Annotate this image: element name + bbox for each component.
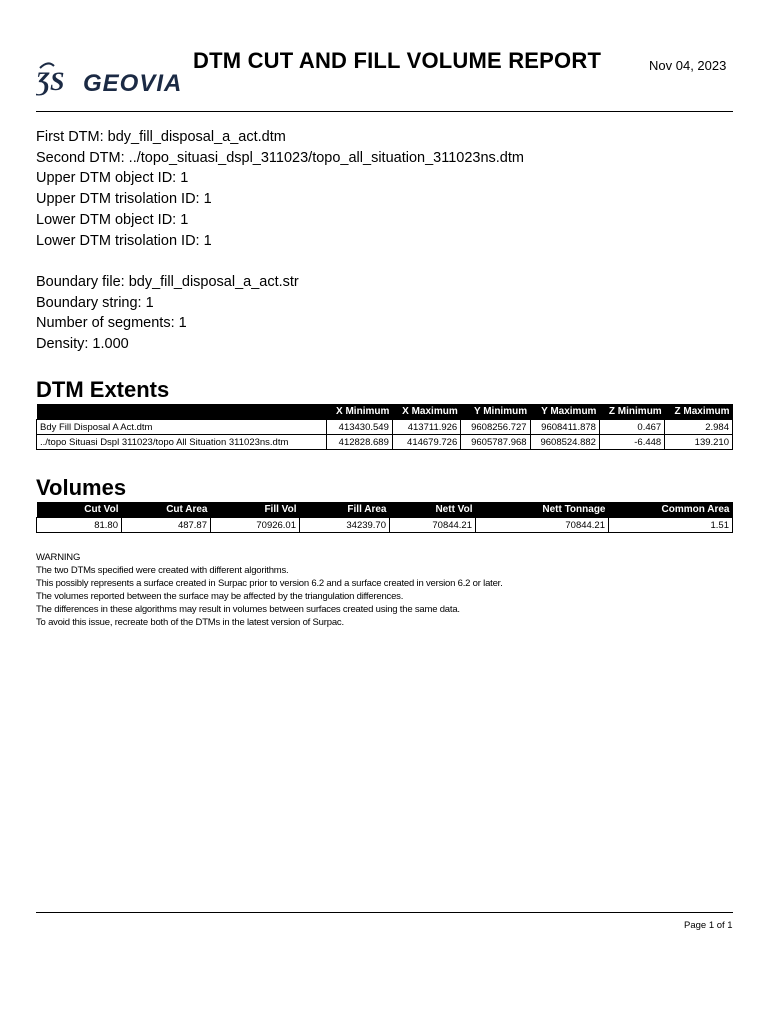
table-cell: 70844.21	[390, 518, 476, 533]
volumes-table	[36, 502, 733, 533]
table-header-row	[37, 502, 733, 518]
table-cell: Bdy Fill Disposal A Act.dtm	[37, 420, 327, 435]
column-header: Z Minimum	[599, 404, 664, 420]
column-header: Cut Vol	[37, 502, 122, 518]
footer-divider	[36, 912, 733, 913]
column-header: Cut Area	[122, 502, 211, 518]
spacer	[36, 251, 524, 272]
column-header: Fill Vol	[211, 502, 300, 518]
boundary-line: Boundary file: bdy_fill_disposal_a_act.str	[36, 273, 299, 290]
column-header: X Maximum	[392, 404, 460, 420]
warning-line: This possibly represents a surface created in Surpac prior to version 6.2 and a surface created in version 6.2 or later.	[36, 578, 503, 589]
column-header: Fill Area	[300, 502, 390, 518]
column-header: Nett Tonnage	[476, 502, 609, 518]
report-title: DTM CUT AND FILL VOLUME REPORT	[193, 48, 602, 73]
boundary-line: Number of segments: 1	[36, 315, 187, 332]
column-header: Y Maximum	[530, 404, 599, 420]
info-line: First DTM: bdy_fill_disposal_a_act.dtm	[36, 129, 286, 145]
warning-line: The volumes reported between the surface may be affected by the triangulation differences.	[36, 591, 404, 602]
info-line: Second DTM: ../topo_situasi_dspl_311023/topo_all_situation_311023ns.dtm	[36, 149, 524, 166]
table-cell: 9608524.882	[530, 435, 599, 450]
info-line: Lower DTM object ID: 1	[36, 211, 189, 228]
table-cell: 9608256.727	[461, 420, 530, 435]
table-cell: ../topo Situasi Dspl 311023/topo All Situation 311023ns.dtm	[37, 435, 327, 450]
info-line: Upper DTM trisolation ID: 1	[36, 191, 212, 208]
table-cell: 2.984	[665, 420, 733, 435]
report-info	[36, 127, 524, 355]
table-cell: 70926.01	[211, 518, 300, 533]
column-header: Nett Vol	[390, 502, 476, 518]
svg-text:ƷS: ƷS	[36, 67, 65, 96]
info-line: Upper DTM object ID: 1	[36, 170, 189, 187]
warning-title: WARNING	[36, 552, 81, 563]
table-cell: 9605787.968	[461, 435, 530, 450]
column-header: Common Area	[609, 502, 733, 518]
table-cell: 0.467	[599, 420, 664, 435]
info-line: Lower DTM trisolation ID: 1	[36, 232, 212, 249]
warning-block	[36, 551, 503, 629]
column-header	[37, 404, 327, 420]
table-cell: 412828.689	[327, 435, 393, 450]
table-cell: 81.80	[37, 518, 122, 533]
table-cell: 139.210	[665, 435, 733, 450]
boundary-line: Boundary string: 1	[36, 294, 154, 311]
table-cell: 1.51	[609, 518, 733, 533]
table-cell: -6.448	[599, 435, 664, 450]
table-cell: 413711.926	[392, 420, 460, 435]
geovia-logo	[36, 60, 196, 100]
table-cell: 9608411.878	[530, 420, 599, 435]
boundary-line: Density: 1.000	[36, 336, 129, 353]
column-header: Y Minimum	[461, 404, 530, 420]
table-cell: 34239.70	[300, 518, 390, 533]
warning-line: The two DTMs specified were created with different algorithms.	[36, 565, 289, 576]
table-cell: 414679.726	[392, 435, 460, 450]
column-header: X Minimum	[327, 404, 393, 420]
extents-table	[36, 404, 733, 450]
table-row	[37, 420, 733, 435]
table-row	[37, 518, 733, 533]
volumes-heading: Volumes	[36, 475, 127, 500]
table-cell: 70844.21	[476, 518, 609, 533]
column-header: Z Maximum	[665, 404, 733, 420]
page-number: Page 1 of 1	[684, 920, 733, 931]
extents-heading: DTM Extents	[36, 377, 170, 402]
warning-line: To avoid this issue, recreate both of the DTMs in the latest version of Surpac.	[36, 617, 344, 628]
warning-line: The differences in these algorithms may result in volumes between surfaces created using the same data.	[36, 604, 460, 615]
table-row	[37, 435, 733, 450]
report-date: Nov 04, 2023	[649, 58, 727, 73]
table-cell: 413430.549	[327, 420, 393, 435]
brand-name: GEOVIA	[83, 70, 183, 97]
table-cell: 487.87	[122, 518, 211, 533]
header-divider	[36, 111, 733, 112]
table-header-row	[37, 404, 733, 420]
